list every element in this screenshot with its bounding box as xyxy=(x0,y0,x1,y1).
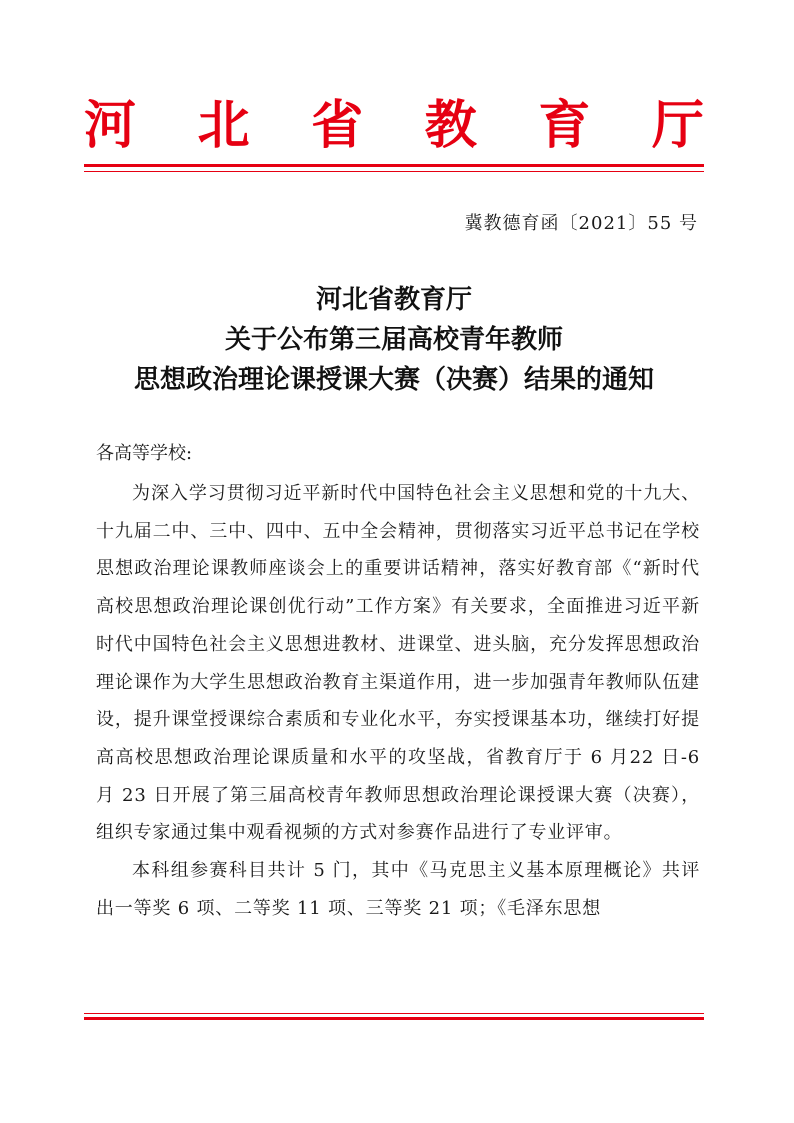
masthead-rule-thick xyxy=(84,164,704,167)
masthead-rule-thin xyxy=(84,171,704,172)
masthead-char: 厅 xyxy=(651,95,704,156)
masthead-char: 育 xyxy=(538,95,591,156)
footer-rule-thin xyxy=(84,1013,704,1014)
salutation: 各高等学校: xyxy=(96,443,193,464)
document-body xyxy=(96,475,700,927)
masthead-char: 北 xyxy=(197,95,250,156)
masthead-char: 省 xyxy=(311,95,364,156)
body-paragraph: 为深入学习贯彻习近平新时代中国特色社会主义思想和党的十九大、十九届二中、三中、四中、五中全会精神，贯彻落实习近平总书记在学校思想政治理论课教师座谈会上的重要讲话精神，落实好教育部《“新时代高校思想政治理论课创优行动”工作方案》有关要求，全面推进习近平新时代中国特色社会主义思想进教材、进课堂、进头脑，充分发挥思想政治理论课作为大学生思想政治教育主渠道作用，进一步加强青年教师队伍建设，提升课堂授课综合素质和专业化水平，夯实授课基本功，继续打好提高高校思想政治理论课质量和水平的攻坚战，省教育厅于 6 月22 日-6 月 23 日开展了第三届高校青年教师思想政治理论课授课大赛（决赛），组织专家通过集中观看视频的方式对参赛作品进行了专业评审。 xyxy=(96,483,700,844)
masthead-char: 河 xyxy=(84,95,137,156)
masthead-char: 教 xyxy=(424,95,477,156)
document-number: 冀教德育函〔2021〕55 号 xyxy=(464,213,698,234)
masthead xyxy=(84,96,704,156)
footer-rule-thick xyxy=(84,1017,704,1020)
title-line-1: 河北省教育厅 xyxy=(315,285,472,315)
body-paragraph: 本科组参赛科目共计 5 门，其中《马克思主义基本原理概论》共评出一等奖 6 项、二等奖 11 项、三等奖 21 项；《毛泽东思想 xyxy=(96,860,700,919)
document-title xyxy=(84,280,704,400)
title-line-2: 关于公布第三届高校青年教师 xyxy=(224,325,563,355)
title-line-3: 思想政治理论课授课大赛（决赛）结果的通知 xyxy=(133,365,654,395)
